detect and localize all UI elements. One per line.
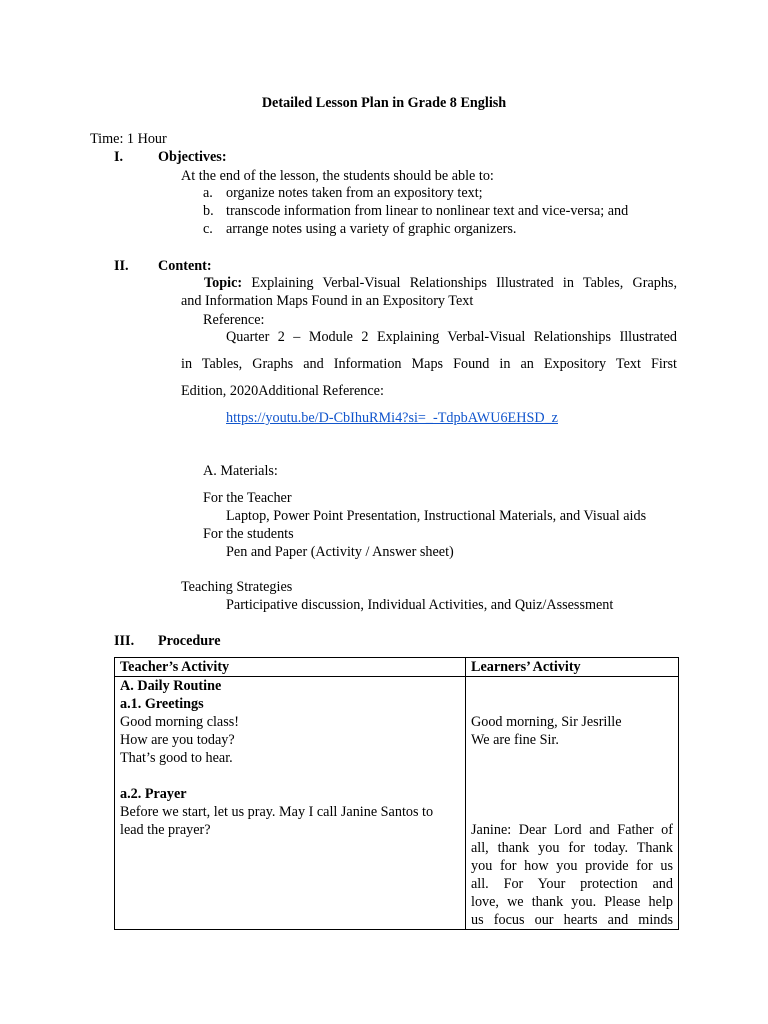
content-numeral: II. <box>114 258 129 274</box>
reference-line-2: in Tables, Graphs and Information Maps Found in an Expository Text First <box>181 356 677 372</box>
objectives-numeral: I. <box>114 149 124 165</box>
daily-routine-heading: A. Daily Routine <box>120 678 222 694</box>
strategies-heading: Teaching Strategies <box>181 579 293 595</box>
topic-text-1: Explaining Verbal-Visual Relationships Illustrated in Tables, Graphs, <box>251 275 678 291</box>
topic-line-2: and Information Maps Found in an Expository Text <box>181 293 474 309</box>
teacher-prayer-1: Before we start, let us pray. May I call Janine Santos to <box>120 804 434 820</box>
objective-item-b: transcode information from linear to nonlinear text and vice-versa; and <box>226 203 629 219</box>
procedure-heading: Procedure <box>158 633 221 649</box>
for-teacher-label: For the Teacher <box>203 490 292 506</box>
teacher-materials: Laptop, Power Point Presentation, Instructional Materials, and Visual aids <box>226 508 647 524</box>
table-header-row <box>115 658 679 677</box>
reference-line-3: Edition, 2020Additional Reference: <box>181 383 384 399</box>
spacer <box>471 695 673 713</box>
student-materials: Pen and Paper (Activity / Answer sheet) <box>226 544 454 560</box>
objective-item-a: organize notes taken from an expository text; <box>226 185 483 201</box>
learners-activity-header: Learners’ Activity <box>466 658 679 677</box>
learner-prayer-line: us focus our hearts and minds <box>471 912 673 928</box>
spacer <box>471 803 673 821</box>
procedure-numeral: III. <box>114 633 135 649</box>
teacher-greeting-1: Good morning class! <box>120 714 240 730</box>
learner-prayer-line: you for how you provide for us <box>471 858 673 874</box>
materials-heading: A. Materials: <box>203 463 278 479</box>
spacer <box>120 767 460 785</box>
reference-line-1: Quarter 2 – Module 2 Explaining Verbal-Visual Relationships Illustrated <box>226 329 677 345</box>
spacer <box>471 767 673 785</box>
teacher-activity-header: Teacher’s Activity <box>115 658 466 677</box>
strategies-text: Participative discussion, Individual Activities, and Quiz/Assessment <box>226 597 614 613</box>
teacher-activity-cell <box>115 677 466 930</box>
objective-marker-c: c. <box>203 221 213 237</box>
table-row <box>115 677 679 930</box>
learners-activity-cell <box>466 677 679 930</box>
greetings-heading: a.1. Greetings <box>120 696 204 712</box>
additional-reference-link[interactable]: https://youtu.be/D-CbIhuRMi4?si=_-TdpbAWU6EHSD_z <box>226 410 558 426</box>
spacer <box>471 677 673 695</box>
procedure-table <box>114 657 679 930</box>
page-title: Detailed Lesson Plan in Grade 8 English <box>261 95 507 111</box>
time-allotment: Time: 1 Hour <box>90 131 167 147</box>
objective-item-c: arrange notes using a variety of graphic organizers. <box>226 221 517 237</box>
objectives-heading: Objectives: <box>158 149 227 165</box>
learner-greeting-2: We are fine Sir. <box>471 732 559 748</box>
spacer <box>471 785 673 803</box>
reference-label: Reference: <box>203 312 265 328</box>
objective-marker-b: b. <box>203 203 214 219</box>
learner-prayer-line: all, thank you for today. Thank <box>471 840 673 856</box>
spacer <box>471 749 673 767</box>
learner-prayer-line: love, we thank you. Please help <box>471 894 673 910</box>
topic-line-1 <box>181 274 677 292</box>
learner-prayer-line: all. For Your protection and <box>471 876 673 892</box>
topic-label: Topic: <box>204 275 243 291</box>
objectives-intro: At the end of the lesson, the students should be able to: <box>181 168 494 184</box>
teacher-greeting-2: How are you today? <box>120 732 235 748</box>
objective-marker-a: a. <box>203 185 213 201</box>
learner-greeting-1: Good morning, Sir Jesrille <box>471 714 622 730</box>
teacher-prayer-2: lead the prayer? <box>120 822 211 838</box>
content-heading: Content: <box>158 258 212 274</box>
prayer-heading: a.2. Prayer <box>120 786 187 802</box>
for-students-label: For the students <box>203 526 294 542</box>
learner-prayer-line: Janine: Dear Lord and Father of <box>471 822 673 838</box>
teacher-greeting-3: That’s good to hear. <box>120 750 233 766</box>
